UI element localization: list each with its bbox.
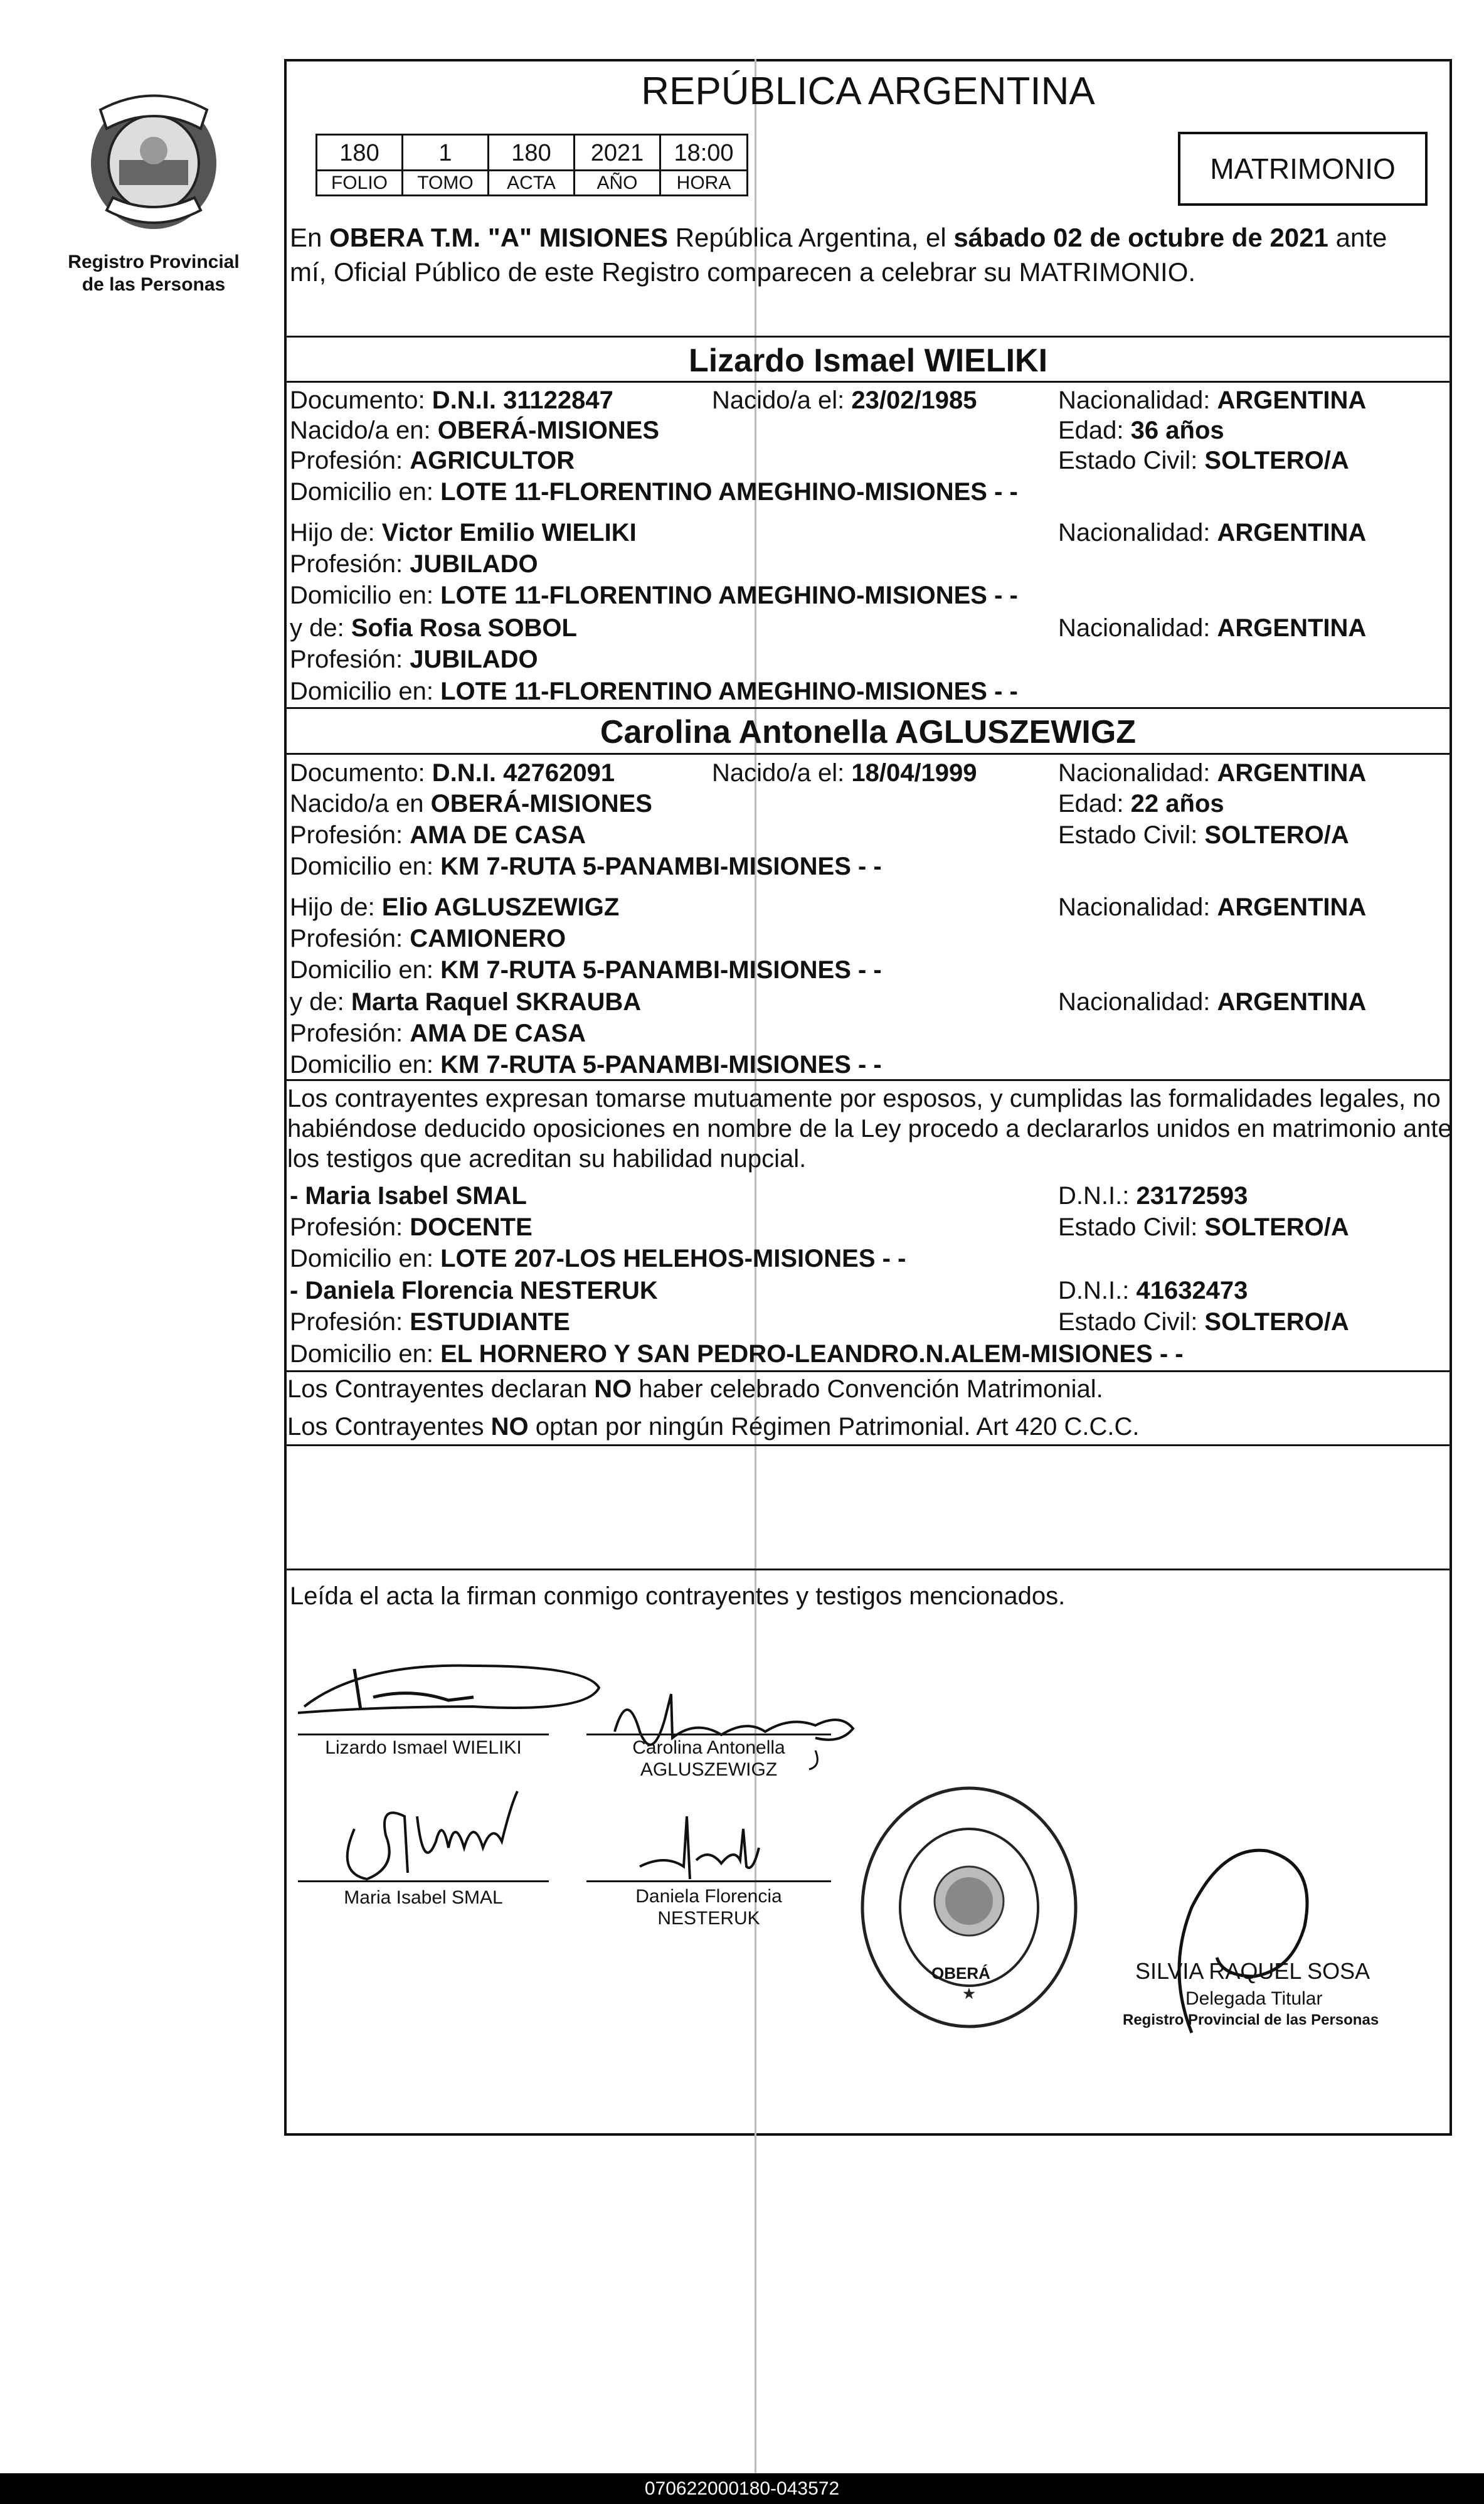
divider [284, 753, 1452, 755]
bride-prof [290, 820, 586, 850]
bride-birthplace [290, 789, 652, 819]
label: Domicilio en: [290, 1245, 441, 1272]
record-fields-table [315, 134, 748, 206]
bride-nat [1058, 758, 1366, 788]
registry-name: Registro Provincial de las Personas [68, 252, 240, 295]
value: LOTE 11-FLORENTINO AMEGHINO-MISIONES - - [440, 678, 1018, 705]
value: SOLTERO/A [1204, 821, 1349, 849]
label: Profesión: [290, 1213, 410, 1241]
tomo-value: 1 [401, 134, 489, 171]
text: optan por ningún Régimen Patrimonial. Art 420 C.C.C. [528, 1413, 1140, 1441]
bride-father [290, 892, 619, 922]
witness1-addr [290, 1244, 906, 1274]
groom-age [1058, 415, 1224, 445]
text: NO [490, 1413, 529, 1441]
text: Los Contrayentes [287, 1413, 491, 1441]
text: Los Contrayentes declaran [287, 1375, 595, 1403]
witness1-civil [1058, 1212, 1349, 1242]
value: KM 7-RUTA 5-PANAMBI-MISIONES - - [440, 956, 882, 984]
bride-mother-nat [1058, 987, 1366, 1017]
bride-signature-name-2: AGLUSZEWIGZ [640, 1759, 778, 1780]
label: Nacionalidad: [1058, 386, 1217, 414]
value: AMA DE CASA [410, 821, 586, 849]
groom-father-prof [290, 549, 538, 579]
label: Nacido/a en [290, 790, 431, 818]
declaration-line-1: Los contrayentes expresan tomarse mutuamente por esposos, y cumplidas las formalidades legales, no [287, 1085, 1441, 1112]
groom-mother-prof [290, 644, 538, 674]
tomo-label: TOMO [401, 171, 489, 196]
value: SOLTERO/A [1204, 1213, 1349, 1241]
groom-born [712, 385, 977, 415]
value: 41632473 [1136, 1277, 1248, 1304]
divider [284, 1569, 1452, 1570]
value: OBERÁ-MISIONES [430, 790, 652, 818]
label: Estado Civil: [1058, 821, 1205, 849]
value: KM 7-RUTA 5-PANAMBI-MISIONES - - [440, 1051, 882, 1079]
witness2-signature-name-2: NESTERUK [657, 1908, 760, 1929]
intro-p3: ante [1328, 223, 1387, 252]
signature-line [586, 1880, 831, 1882]
label: Domicilio en: [290, 956, 441, 984]
folio-label: FOLIO [315, 171, 403, 196]
value: KM 7-RUTA 5-PANAMBI-MISIONES - - [440, 853, 882, 880]
value: ARGENTINA [1217, 988, 1367, 1016]
value: OBERÁ-MISIONES [437, 417, 660, 444]
groom-birthplace [290, 415, 659, 445]
bride-mother-addr [290, 1050, 882, 1080]
value: ARGENTINA [1217, 759, 1367, 787]
value: AGRICULTOR [410, 447, 575, 474]
groom-father-nat [1058, 518, 1366, 548]
witness2-prof [290, 1307, 570, 1337]
value: 36 años [1130, 417, 1224, 444]
folio-value: 180 [315, 134, 403, 171]
label: Estado Civil: [1058, 1213, 1205, 1241]
value: ARGENTINA [1217, 386, 1367, 414]
value: JUBILADO [410, 550, 538, 578]
acta-label: ACTA [487, 171, 575, 196]
value: 23172593 [1136, 1182, 1248, 1210]
value: EL HORNERO Y SAN PEDRO-LEANDRO.N.ALEM-MISIONES - - [440, 1340, 1184, 1368]
value: ARGENTINA [1217, 519, 1367, 546]
label: Nacionalidad: [1058, 988, 1217, 1016]
groom-mother-nat [1058, 613, 1366, 643]
label: Nacido/a el: [712, 386, 852, 414]
intro-line-1 [290, 223, 1387, 253]
bride-signature-name-1: Carolina Antonella [632, 1737, 785, 1758]
bride-father-addr [290, 955, 882, 985]
value: SOLTERO/A [1204, 447, 1349, 474]
label: Domicilio en: [290, 1340, 441, 1368]
witness1-signature [329, 1779, 530, 1892]
record-type-box: MATRIMONIO [1178, 132, 1428, 206]
label: Profesión: [290, 1308, 410, 1336]
label: y de: [290, 988, 351, 1016]
groom-mother-addr [290, 676, 1018, 706]
anio-value: 2021 [573, 134, 661, 171]
groom-father-addr [290, 580, 1018, 610]
seal-emblem-icon [82, 85, 226, 235]
document-code-bar: 070622000180-043572 [0, 2473, 1484, 2504]
label: Documento: [290, 386, 432, 414]
label: Hijo de: [290, 519, 382, 546]
bride-mother-prof [290, 1018, 586, 1048]
hora-label: HORA [659, 171, 748, 196]
bride-age [1058, 789, 1224, 819]
hora-value: 18:00 [659, 134, 748, 171]
groom-nat [1058, 385, 1366, 415]
value: D.N.I. 42762091 [432, 759, 615, 787]
closing-text: Leída el acta la firman conmigo contrayentes y testigos mencionados. [290, 1582, 1066, 1610]
value: 22 años [1130, 790, 1224, 818]
value: Victor Emilio WIELIKI [381, 519, 637, 546]
witness1-name: - Maria Isabel SMAL [290, 1182, 527, 1210]
label: Profesión: [290, 925, 410, 952]
signature-line [298, 1734, 549, 1735]
text: haber celebrado Convención Matrimonial. [632, 1375, 1103, 1403]
value: LOTE 11-FLORENTINO AMEGHINO-MISIONES - - [440, 582, 1018, 609]
country-title: REPÚBLICA ARGENTINA [641, 70, 1095, 113]
label: Domicilio en: [290, 678, 441, 705]
label: Nacionalidad: [1058, 893, 1217, 921]
label: Hijo de: [290, 893, 382, 921]
label: Domicilio en: [290, 1051, 441, 1079]
divider [284, 381, 1452, 383]
value: ESTUDIANTE [410, 1308, 570, 1336]
value: LOTE 207-LOS HELEHOS-MISIONES - - [440, 1245, 906, 1272]
declaration-line-2: habiéndose deducido oposiciones en nombre de la Ley procedo a declararlos unidos en matrimonio ante [287, 1115, 1452, 1143]
witness2-name: - Daniela Florencia NESTERUK [290, 1277, 658, 1304]
label: Edad: [1058, 417, 1131, 444]
witness1-dni [1058, 1181, 1248, 1211]
value: SOLTERO/A [1204, 1308, 1349, 1336]
label: Profesión: [290, 821, 410, 849]
value: JUBILADO [410, 646, 538, 673]
bride-civil [1058, 820, 1349, 850]
divider [284, 1079, 1452, 1081]
signature-line [298, 1880, 549, 1882]
label: Estado Civil: [1058, 447, 1205, 474]
witness2-signature-name-1: Daniela Florencia [635, 1886, 782, 1907]
groom-signature [285, 1638, 612, 1732]
label: y de: [290, 614, 351, 642]
stamp-city: OBERÁ [931, 1964, 990, 1983]
label: Documento: [290, 759, 432, 787]
label: D.N.I.: [1058, 1182, 1137, 1210]
groom-prof [290, 445, 575, 476]
witness2-civil [1058, 1307, 1349, 1337]
groom-doc [290, 385, 613, 415]
value: Marta Raquel SKRAUBA [351, 988, 642, 1016]
divider [284, 336, 1452, 338]
province-seal [82, 85, 226, 235]
official-stamp [856, 1782, 1082, 2033]
label: Nacido/a en: [290, 417, 438, 444]
label: Nacionalidad: [1058, 614, 1217, 642]
label: Edad: [1058, 790, 1131, 818]
value: 23/02/1985 [851, 386, 977, 414]
groom-name: Lizardo Ismael WIELIKI [688, 343, 1048, 379]
witness2-signature [627, 1810, 765, 1892]
divider [284, 1370, 1452, 1372]
label: Profesión: [290, 550, 410, 578]
witness2-dni [1058, 1276, 1248, 1306]
text: NO [594, 1375, 632, 1403]
bride-name: Carolina Antonella AGLUSZEWIGZ [600, 714, 1137, 750]
label: Profesión: [290, 447, 410, 474]
intro-p2: República Argentina, el [668, 223, 954, 252]
value: Elio AGLUSZEWIGZ [381, 893, 620, 921]
bride-mother [290, 987, 641, 1017]
groom-civil [1058, 445, 1349, 476]
label: Estado Civil: [1058, 1308, 1205, 1336]
label: Nacionalidad: [1058, 519, 1217, 546]
official-title: Delegada Titular [1185, 1988, 1323, 2009]
official-org: Registro Provincial de las Personas [1123, 2011, 1379, 2028]
value: AMA DE CASA [410, 1020, 586, 1047]
bride-born [712, 758, 977, 788]
label: Nacionalidad: [1058, 759, 1217, 787]
anio-label: AÑO [573, 171, 661, 196]
value: ARGENTINA [1217, 614, 1367, 642]
value: ARGENTINA [1217, 893, 1367, 921]
groom-addr [290, 477, 1018, 507]
intro-p1: En [290, 223, 330, 252]
convention-line-2 [287, 1412, 1140, 1442]
value: Sofia Rosa SOBOL [351, 614, 577, 642]
acta-value: 180 [487, 134, 575, 171]
witness1-prof [290, 1212, 533, 1242]
label: Profesión: [290, 1020, 410, 1047]
label: Domicilio en: [290, 478, 441, 506]
value: D.N.I. 31122847 [432, 386, 613, 414]
intro-line-2: mí, Oficial Público de este Registro comparecen a celebrar su MATRIMONIO. [290, 257, 1196, 287]
groom-mother [290, 613, 577, 643]
intro-place: OBERA T.M. "A" MISIONES [329, 223, 669, 252]
value: 18/04/1999 [851, 759, 977, 787]
label: D.N.I.: [1058, 1277, 1137, 1304]
bride-addr [290, 851, 882, 882]
bride-father-prof [290, 924, 566, 954]
convention-line-1 [287, 1374, 1103, 1404]
bride-doc [290, 758, 615, 788]
value: LOTE 11-FLORENTINO AMEGHINO-MISIONES - - [440, 478, 1018, 506]
star-icon: ★ [963, 1986, 975, 2001]
value: CAMIONERO [410, 925, 566, 952]
groom-father [290, 518, 637, 548]
groom-signature-name: Lizardo Ismael WIELIKI [325, 1737, 522, 1758]
official-name: SILVIA RAQUEL SOSA [1135, 1958, 1370, 1984]
witness2-addr [290, 1339, 1184, 1369]
divider [284, 707, 1452, 709]
signature-line [586, 1734, 831, 1735]
divider [284, 1444, 1452, 1446]
value: DOCENTE [410, 1213, 533, 1241]
declaration-line-3: los testigos que acreditan su habilidad nupcial. [287, 1145, 807, 1173]
label: Profesión: [290, 646, 410, 673]
label: Domicilio en: [290, 582, 441, 609]
label: Nacido/a el: [712, 759, 852, 787]
bride-father-nat [1058, 892, 1366, 922]
intro-date: sábado 02 de octubre de 2021 [953, 223, 1328, 252]
witness1-signature-name: Maria Isabel SMAL [344, 1887, 503, 1908]
label: Domicilio en: [290, 853, 441, 880]
